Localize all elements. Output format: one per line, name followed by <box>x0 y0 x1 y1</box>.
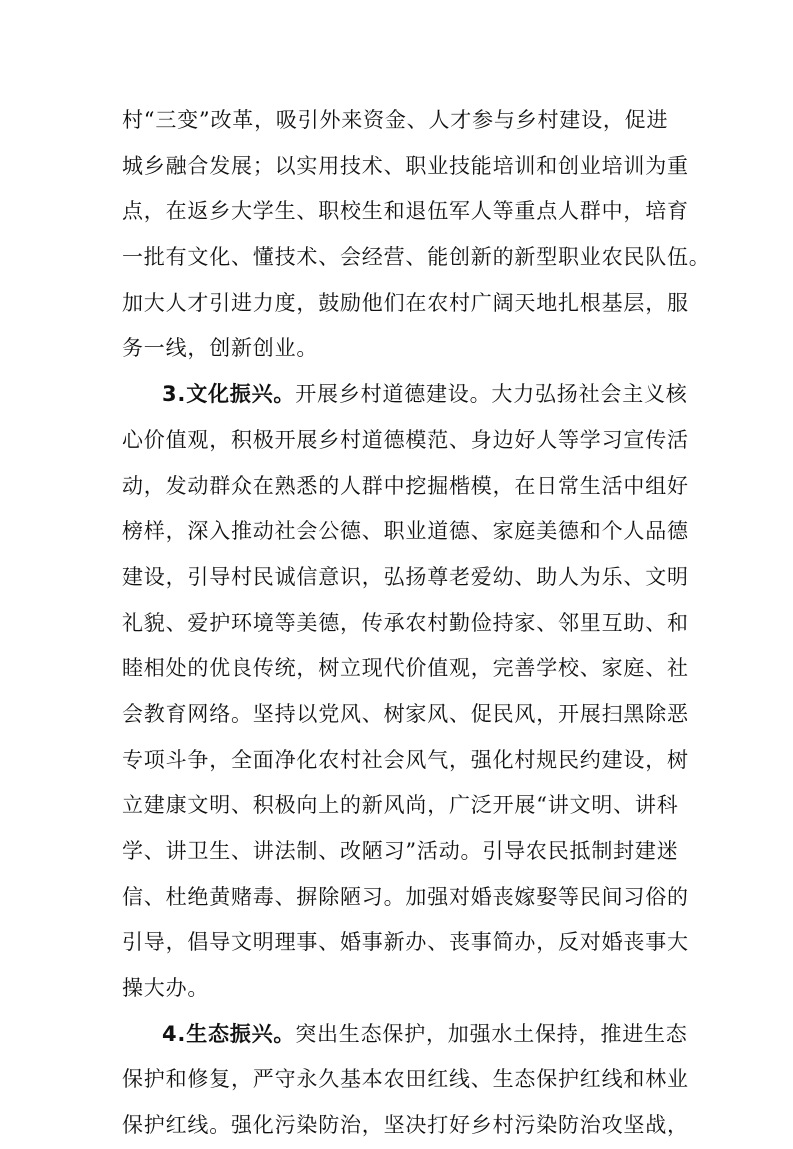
text-line: 保护红线。强化污染防治，坚决打好乡村污染防治攻坚战， <box>122 1113 689 1138</box>
text-line: 务一线，创新创业。 <box>122 336 319 361</box>
text-line: 操大办。 <box>122 976 210 1001</box>
text-line: 会教育网络。坚持以党风、树家风、促民风，开展扫黑除恶 <box>122 701 689 726</box>
text-line: 一批有文化、懂技术、会经营、能创新的新型职业农民队伍。 <box>122 245 711 270</box>
text-line: 城乡融合发展；以实用技术、职业技能培训和创业培训为重 <box>122 153 689 178</box>
text-line: 动，发动群众在熟悉的人群中挖掘楷模，在日常生活中组好 <box>122 473 689 498</box>
section-4-first-line <box>122 1012 688 1058</box>
text-line: 信、杜绝黄赌毒、摒除陋习。加强对婚丧嫁娶等民间习俗的 <box>122 884 689 909</box>
text-line: 加大人才引进力度，鼓励他们在农村广阔天地扎根基层，服 <box>122 290 689 315</box>
text-line: 引导，倡导文明理事、婚事新办、丧事简办，反对婚丧事大 <box>122 930 689 955</box>
text-line: 点，在返乡大学生、职校生和退伍军人等重点人群中，培育 <box>122 199 689 224</box>
text-line: 立建康文明、积极向上的新风尚，广泛开展“讲文明、讲科 <box>122 793 679 818</box>
section-4-first-text: 突出生态保护，加强水土保持，推进生态 <box>295 1021 688 1046</box>
section-3-heading: 3.文化振兴。 <box>162 382 296 407</box>
document-body <box>122 98 711 1149</box>
text-line: 礼貌、爱护环境等美德，传承农村勤俭持家、邻里互助、和 <box>122 610 689 635</box>
section-3-first-text: 开展乡村道德建设。大力弘扬社会主义核 <box>295 382 688 407</box>
text-line: 睦相处的优良传统，树立现代价值观，完善学校、家庭、社 <box>122 656 689 681</box>
section-3-first-line <box>122 372 688 418</box>
text-line: 榜样，深入推动社会公德、职业道德、家庭美德和个人品德 <box>122 519 689 544</box>
text-line: 保护和修复，严守永久基本农田红线、生态保护红线和林业 <box>122 1067 689 1092</box>
section-4-heading: 4.生态振兴。 <box>162 1021 296 1046</box>
text-line: 村“三变”改革，吸引外来资金、人才参与乡村建设，促进 <box>122 108 669 132</box>
text-line: 心价值观，积极开展乡村道德模范、身边好人等学习宣传活 <box>122 427 689 452</box>
text-line: 建设，引导村民诚信意识，弘扬尊老爱幼、助人为乐、文明 <box>122 564 689 589</box>
text-line: 专项斗争，全面净化农村社会风气，强化村规民约建设，树 <box>122 747 689 772</box>
text-line: 学、讲卫生、讲法制、改陋习”活动。引导农民抵制封建迷 <box>122 839 679 863</box>
